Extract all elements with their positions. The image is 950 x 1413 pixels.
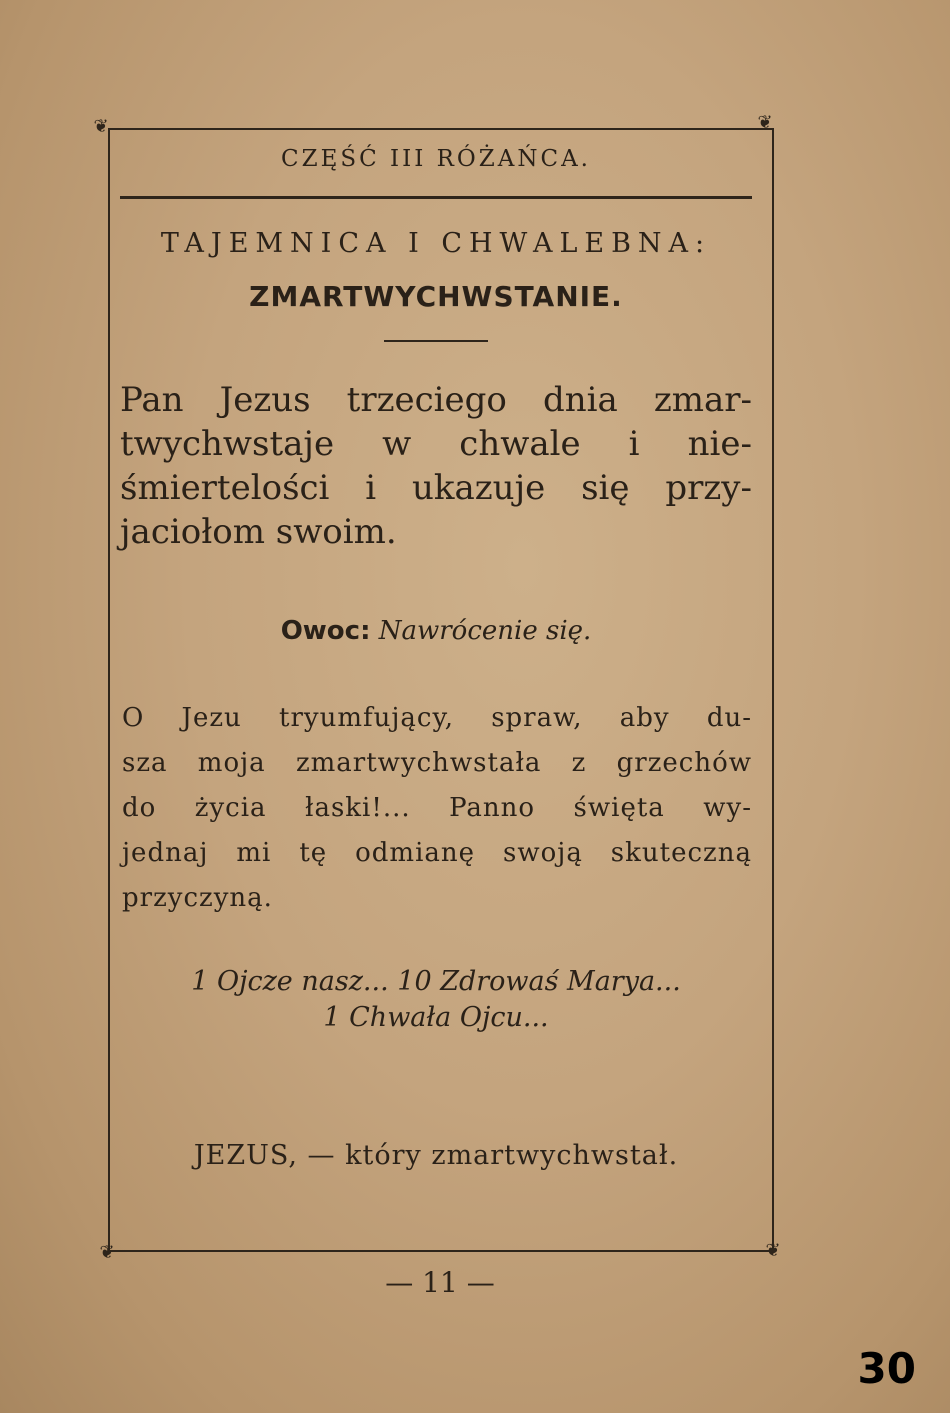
prayer-line: do życia łaski!... Panno święta wy- <box>122 793 752 823</box>
running-header: CZĘŚĆ III RÓŻAŃCA. <box>280 146 591 172</box>
header-rule <box>120 196 752 199</box>
corner-ornament-icon: ❦ <box>99 1242 115 1263</box>
page-number: — 11 — <box>385 1266 495 1299</box>
recitation-line: 1 Chwała Ojcu... <box>323 1002 549 1033</box>
corner-ornament-icon: ❦ <box>765 1240 781 1261</box>
body-line: śmiertelości i ukazuje się przy- <box>120 468 752 508</box>
body-line: jaciołom swoim. <box>120 512 397 552</box>
fruit-label: Owoc: <box>280 616 371 646</box>
body-line: twychwstaje w chwale i nie- <box>120 424 752 464</box>
body-line: Pan Jezus trzeciego dnia zmar- <box>120 380 752 420</box>
frame-bottom-rule <box>108 1250 772 1252</box>
prayer-line: sza moja zmartwychwstała z grzechów <box>122 748 752 778</box>
closing-line: JEZUS, — który zmartwychwstał. <box>193 1140 679 1171</box>
scan-number: 30 <box>857 1344 916 1393</box>
prayer-line: jednaj mi tę odmianę swoją skuteczną <box>122 838 752 868</box>
mystery-title: TAJEMNICA I CHWALEBNA: <box>160 228 712 259</box>
fruit-value: Nawrócenie się. <box>378 616 592 646</box>
frame-top-rule <box>108 128 772 130</box>
corner-ornament-icon: ❦ <box>93 116 109 137</box>
prayer-line: O Jezu tryumfujący, spraw, aby du- <box>122 703 752 733</box>
title-divider <box>384 340 488 342</box>
prayer-line: przyczyną. <box>122 883 273 913</box>
recitation-line: 1 Ojcze nasz... 10 Zdrowaś Marya... <box>191 966 681 997</box>
fruit-line <box>120 616 752 646</box>
corner-ornament-icon: ❦ <box>757 112 773 133</box>
mystery-subtitle: ZMARTWYCHWSTANIE. <box>249 280 623 313</box>
